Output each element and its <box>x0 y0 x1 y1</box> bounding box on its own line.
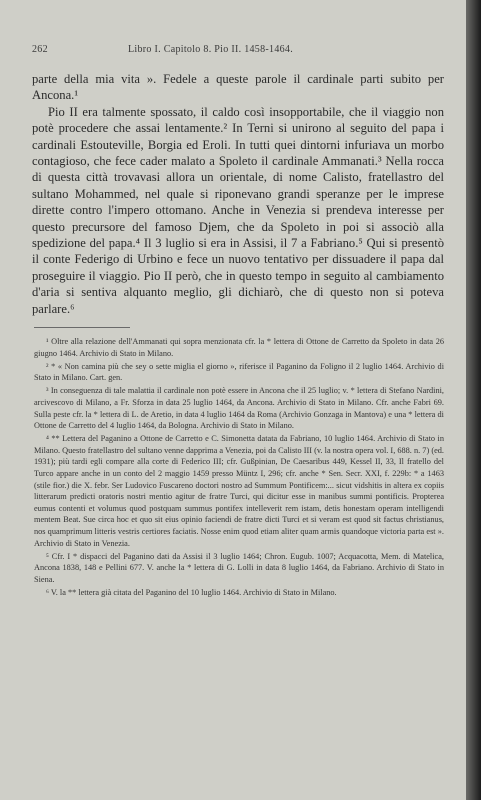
page-edge-shadow <box>466 0 481 800</box>
footnote-divider <box>34 327 130 328</box>
footnote-3: ³ In conseguenza di tale malattia il cardinale non potè essere in Ancona che il 25 luglio; v. * lettera di Stefano Nardini, arcivescovo di Milano, a Fr. Sforza in data 25 luglio 1464, da Ancona. Archivio di Stato in Milano. Cfr. anche Fabri 69. Sulla peste cfr. la * lettera di L. de Aretio, in data 4 luglio 1464 da Roma (Archivio Gonzaga in Mantova) e una * lettera di Ottone de Carretto del 4 luglio 1464, da Bologna. Archivio di Stato in Milano. <box>34 386 444 431</box>
footnote-4: ⁴ ** Lettera del Paganino a Ottone de Carretto e C. Simonetta datata da Fabriano, 10 luglio 1464. Archivio di Stato in Milano. Questo fratellastro del sultano venne dapprima a Venezia, poi da Calisto III (v. la nostra opera vol. I, 688. n. 7) (ed. 1931); più tardi egli compare alla corte di Federico III; cfr. Gußpinian, De Caesaribus 449, Kessel II, 33, Il fratello del Turco appare anche in un conto del 2 maggio 1459 presso Müntz I, 296; cfr. anche * Sen. Secr. XXI, f. 229b: * a 1463 (stile fior.) die X. febr. Ser Ludovico Fuscareno doctori nostro ad Summum Pontificem:... sicut vidshitis in altera ex copiis litterarum predicti oratoris nostri mentio agitur de fratre Turci, qui dicitur esse in manibus summi pontificis. Propterea eumus contenti et volumus quod postquam summus pontifex intelleverit rem istam, detis honestam operam intelligendi mentem Beat. Sue circa hoc et quo sit eius opinio faciendi de fratre dicti Turci et si veram est quod sit factus christianus, nos quamprimum litteris vestris certiores faciatis. Nosse enim quod etiam aliter quam armis quandoque victoria parta est ». Archivio di Stato in Venezia. <box>34 434 444 548</box>
page-header <box>32 44 456 58</box>
footnote-1: ¹ Oltre alla relazione dell'Ammanati qui sopra menzionata cfr. la * lettera di Ottone de Carretto da Spoleto in data 26 giugno 1464. Archivio di Stato in Milano. <box>34 337 444 358</box>
footnotes <box>34 336 444 600</box>
paragraph: Pio II era talmente spossato, il caldo così insopportabile, che il viaggio non potè procedere che assai lentamente.² In Terni si unirono al seguito del papa i cardinali Estouteville, Borgia ed Eroli. In tutti quei dintorni infuriava un morbo contagioso, che fece cader malato a Spoleto il cardinale Ammanati.³ Nella rocca di questa città trovavasi allora un orientale, di nome Calisto, fratellastro del sultano Mohammed, nel quale si riponevano grandi speranze per le imprese dirette contro l'impero ottomano. Anche in Venezia si prendeva interesse per questo precursore del famoso Djem, che da Spoleto in poi si associò alla spedizione del papa.⁴ Il 3 luglio si era in Assisi, il 7 a Fabriano.⁵ Qui si presentò il conte Federigo di Urbino e fece un nuovo tentativo per dissuadere il papa dal proseguire il viaggio. Pio II però, che in questo tempo in seguito al cambiamento d'aria si sentiva alquanto meglio, gli dichiarò, che di questo non si poteva parlare.⁶ <box>32 104 444 316</box>
footnote-5: ⁵ Cfr. I * dispacci del Paganino dati da Assisi il 3 luglio 1464; Chron. Eugub. 1007; Acquacotta, Mem. di Matelica, Ancona 1838, 148 e Pellini 677. V. anche la * lettera di G. Lolli in data 8 luglio 1464, da Fabriano. Archivio di Stato in Siena. <box>34 551 444 584</box>
footnote-6: ⁶ V. la ** lettera già citata del Paganino del 10 luglio 1464. Archivio di Stato in Milano. <box>46 587 337 597</box>
running-title: Libro I. Capitolo 8. Pio II. 1458-1464. <box>128 44 294 55</box>
page-number: 262 <box>32 44 48 55</box>
main-text <box>32 71 444 317</box>
paragraph-continued: parte della mia vita ». Fedele a queste parole il cardinale parti subito per Ancona.¹ <box>32 72 444 103</box>
footnote-2: ² * « Non camina più che sey o sette miglia el giorno », riferisce il Paganino da Foligno il 2 luglio 1464. Archivio di Stato in Milano. Cart. gen. <box>34 361 444 383</box>
